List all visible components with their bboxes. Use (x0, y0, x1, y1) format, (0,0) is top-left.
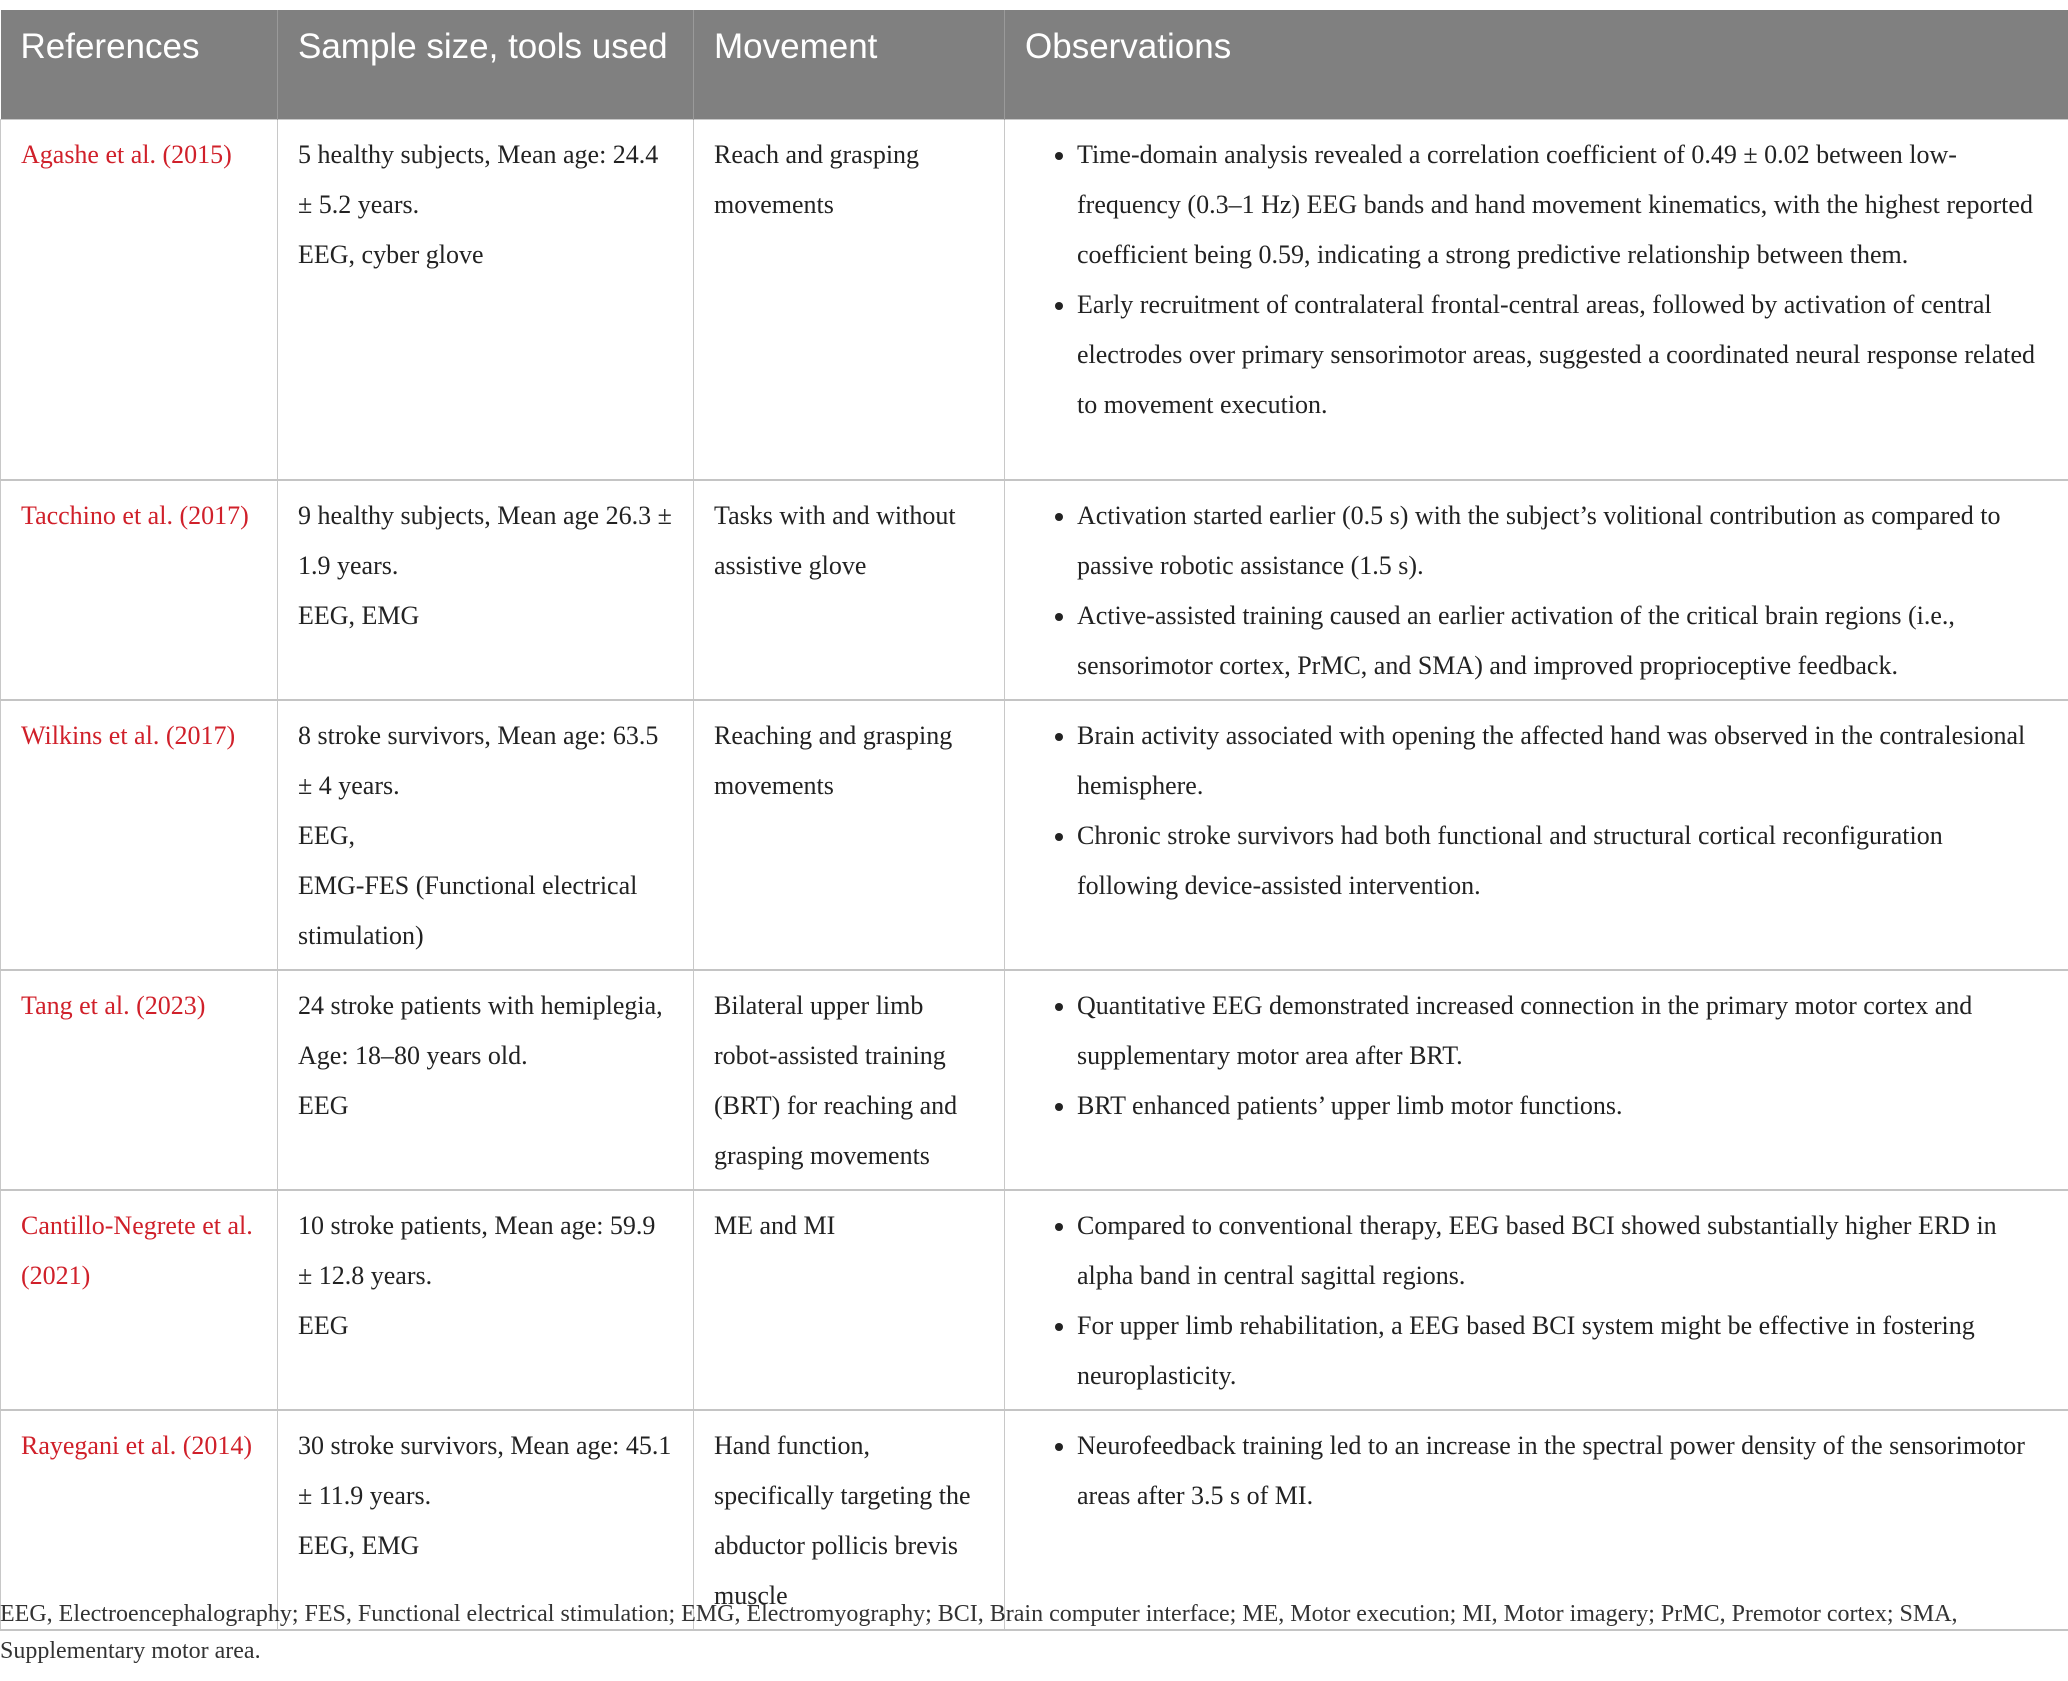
observations-list (1025, 711, 2048, 911)
sample-cell (278, 1190, 694, 1410)
observations-cell (1005, 970, 2068, 1190)
sample-cell (278, 120, 694, 480)
observations-list (1025, 981, 2048, 1131)
observation-item: • Active-assisted training caused an earlier activation of the critical brain regions (i.e., sensorimotor cortex, PrMC, and SMA) and improved proprioceptive feedback. (1077, 591, 2048, 691)
movement-cell: Reaching and grasping movements (694, 700, 1005, 970)
table-row (1, 970, 2068, 1190)
observation-item: • Activation started earlier (0.5 s) with the subject’s volitional contribution as compared to passive robotic assistance (1.5 s). (1077, 491, 2048, 591)
header-movement: Movement (694, 10, 1005, 120)
table-row (1, 120, 2068, 480)
observation-item: • Quantitative EEG demonstrated increased connection in the primary motor cortex and supplementary motor area after BRT. (1077, 981, 2048, 1081)
sample-cell (278, 480, 694, 700)
reference-link[interactable]: Wilkins et al. (2017) (1, 700, 278, 970)
movement-cell: ME and MI (694, 1190, 1005, 1410)
movement-cell: Tasks with and without assistive glove (694, 480, 1005, 700)
observation-item: • Brain activity associated with opening the affected hand was observed in the contralesional hemisphere. (1077, 711, 2048, 811)
reference-link[interactable]: Tacchino et al. (2017) (1, 480, 278, 700)
sample-line: EEG, EMG (298, 600, 420, 630)
reference-link[interactable]: Tang et al. (2023) (1, 970, 278, 1190)
sample-line: 10 stroke patients, Mean age: 59.9 ± 12.8 years. (298, 1210, 656, 1290)
observations-cell (1005, 700, 2068, 970)
observation-item: • Early recruitment of contralateral frontal-central areas, followed by activation of central electrodes over primary sensorimotor areas, suggested a coordinated neural response related to movement execution. (1077, 280, 2048, 430)
sample-line: 24 stroke patients with hemiplegia, Age: 18–80 years old. (298, 990, 663, 1070)
table-row (1, 700, 2068, 970)
sample-line: EEG, (298, 820, 356, 850)
table-header-row (1, 10, 2068, 120)
sample-line: 30 stroke survivors, Mean age: 45.1 ± 11.9 years. (298, 1430, 672, 1510)
movement-cell: Reach and grasping movements (694, 120, 1005, 480)
observations-cell (1005, 120, 2068, 480)
table-row (1, 1190, 2068, 1410)
table-row (1, 480, 2068, 700)
sample-line: 8 stroke survivors, Mean age: 63.5 ± 4 years. (298, 720, 659, 800)
reference-link[interactable]: Cantillo-Negrete et al. (2021) (1, 1190, 278, 1410)
header-observations: Observations (1005, 10, 2068, 120)
sample-line: 5 healthy subjects, Mean age: 24.4 ± 5.2 years. (298, 140, 659, 219)
observation-item: • Chronic stroke survivors had both functional and structural cortical reconfiguration following device-assisted intervention. (1077, 811, 2048, 911)
sample-line: 9 healthy subjects, Mean age 26.3 ± 1.9 years. (298, 500, 672, 580)
sample-line: EEG, cyber glove (298, 240, 484, 269)
observations-list (1025, 1201, 2048, 1401)
sample-line: EEG (298, 1090, 349, 1120)
sample-cell (278, 970, 694, 1190)
observation-item: • Neurofeedback training led to an increase in the spectral power density of the sensorimotor areas after 3.5 s of MI. (1077, 1421, 2048, 1521)
header-sample-size: Sample size, tools used (278, 10, 694, 120)
observation-item: • Compared to conventional therapy, EEG based BCI showed substantially higher ERD in alpha band in central sagittal regions. (1077, 1201, 2048, 1301)
observations-list (1025, 1421, 2048, 1521)
observations-cell (1005, 480, 2068, 700)
reference-link[interactable]: Agashe et al. (2015) (1, 120, 278, 480)
movement-cell: Bilateral upper limb robot-assisted training (BRT) for reaching and grasping movements (694, 970, 1005, 1190)
sample-line: EEG, EMG (298, 1530, 420, 1560)
observation-item: • BRT enhanced patients’ upper limb motor functions. (1077, 1081, 2048, 1131)
movement-cell: Hand function, specifically targeting the abductor pollicis brevis muscle (694, 1410, 1005, 1630)
table-footnote: EEG, Electroencephalography; FES, Functional electrical stimulation; EMG, Electromyography; BCI, Brain computer interface; ME, Motor execution; MI, Motor imagery; PrMC, Premotor cortex; SMA, Supplementary motor area. (0, 1601, 1958, 1664)
sample-line: EEG (298, 1310, 349, 1340)
sample-line: EMG-FES (Functional electrical stimulation) (298, 870, 638, 950)
studies-table (0, 10, 2068, 1631)
sample-cell (278, 700, 694, 970)
reference-link[interactable]: Rayegani et al. (2014) (1, 1410, 278, 1630)
observation-item: • For upper limb rehabilitation, a EEG based BCI system might be effective in fostering neuroplasticity. (1077, 1301, 2048, 1401)
header-references: References (1, 10, 278, 120)
observations-list (1025, 491, 2048, 691)
observation-item: • Time-domain analysis revealed a correlation coefficient of 0.49 ± 0.02 between low-frequency (0.3–1 Hz) EEG bands and hand movement kinematics, with the highest reported coefficient being 0.59, indicating a strong predictive relationship between them. (1077, 130, 2048, 280)
observations-list (1025, 130, 2048, 430)
observations-cell (1005, 1190, 2068, 1410)
